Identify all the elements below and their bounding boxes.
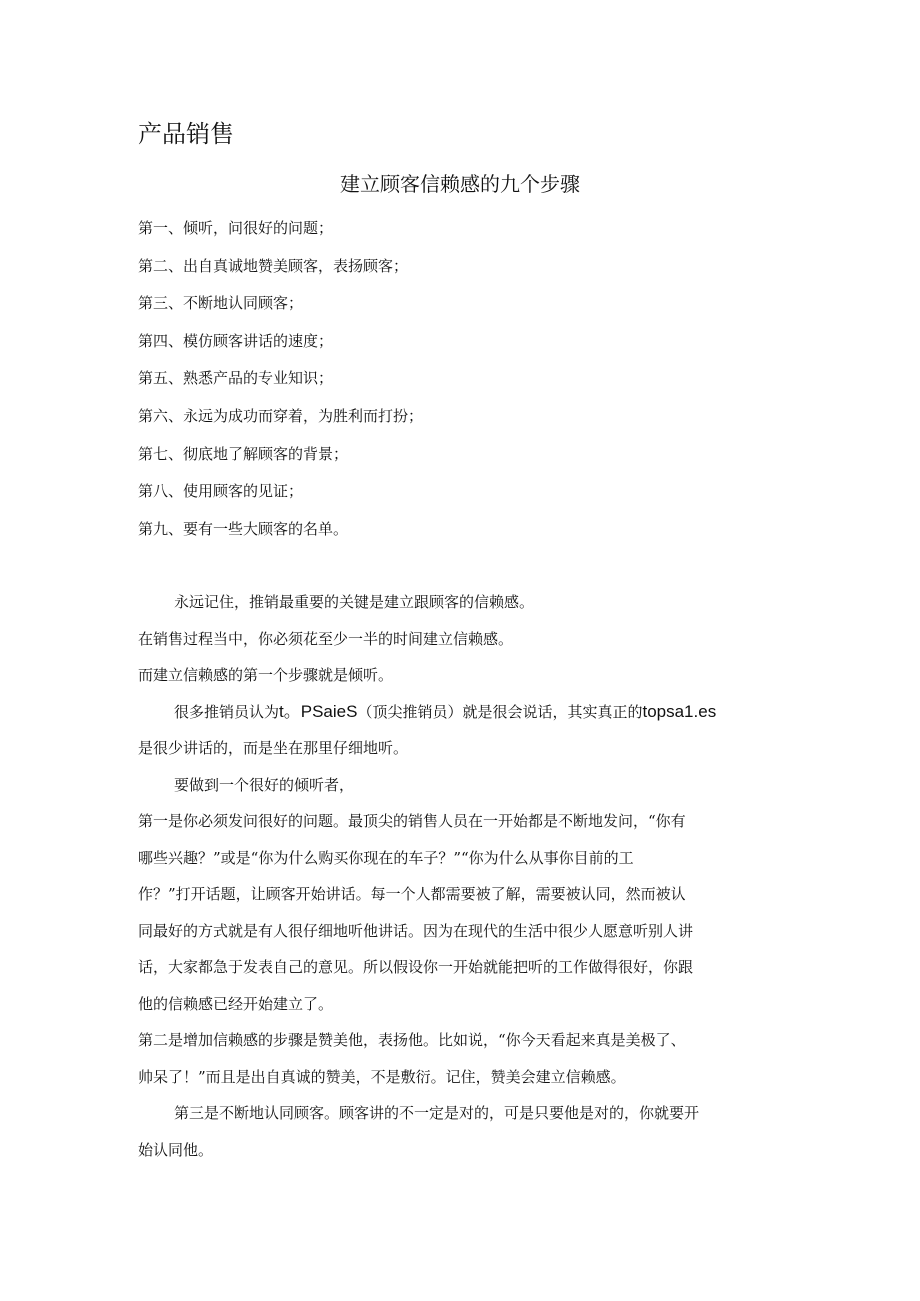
english-term: t。PSaieS — [279, 701, 358, 721]
step-item: 第九、要有一些大顾客的名单。 — [138, 519, 349, 538]
step-item: 第一、倾听，问很好的问题； — [138, 219, 334, 237]
paragraph-line — [138, 698, 788, 735]
paragraph-line: 第三是不断地认同顾客。顾客讲的不一定是对的，可是只要他是对的，你就要开 — [174, 1104, 700, 1122]
text-span: （顶尖推销员）就是很会说话，其实真正的 — [357, 702, 643, 721]
paragraph-line: 要做到一个很好的倾听者， — [174, 775, 355, 794]
paragraph-line: 帅呆了！”而且是出自真诚的赞美，不是敷衍。记住，赞美会建立信赖感。 — [138, 1067, 626, 1086]
body-text — [138, 588, 788, 1172]
step-item: 第六、永远为成功而穿着，为胜利而打扮； — [138, 406, 424, 425]
paragraph-line: 同最好的方式就是有人很仔细地听他讲话。因为在现代的生活中很少人愿意听别人讲 — [138, 921, 694, 940]
text-span: 很多推销员认为 — [174, 702, 280, 721]
step-item: 第三、不断地认同顾客； — [138, 294, 304, 313]
step-item: 第二、出自真诚地赞美顾客，表扬顾客； — [138, 256, 409, 275]
step-item: 第五、熟悉产品的专业知识； — [138, 369, 334, 388]
document-title: 产品销售 — [138, 120, 234, 148]
step-item: 第四、模仿顾客讲话的速度； — [138, 331, 334, 350]
step-item: 第七、彻底地了解顾客的背景； — [138, 444, 349, 463]
english-term: topsa1.es — [642, 701, 717, 721]
paragraph-line: 在销售过程当中，你必须花至少一半的时间建立信赖感。 — [138, 629, 514, 648]
paragraph-line: 而建立信赖感的第一个步骤就是倾听。 — [138, 666, 394, 684]
section-heading: 建立顾客信赖感的九个步骤 — [340, 172, 580, 196]
paragraph-line: 他的信赖感已经开始建立了。 — [138, 994, 334, 1013]
paragraph-line: 第一是你必须发问很好的问题。最顶尖的销售人员在一开始都是不断地发问，“你有 — [138, 812, 686, 830]
paragraph-line: 第二是增加信赖感的步骤是赞美他，表扬他。比如说，“你今天看起来真是美极了、 — [138, 1031, 686, 1049]
paragraph-line: 是很少讲话的，而是坐在那里仔细地听。 — [138, 739, 409, 757]
paragraph-line: 始认同他。 — [138, 1140, 214, 1159]
paragraph-line: 永远记住，推销最重要的关键是建立跟顾客的信赖感。 — [174, 593, 535, 611]
step-item: 第八、使用顾客的见证； — [138, 482, 304, 501]
paragraph-line: 话，大家都急于发表自己的意见。所以假设你一开始就能把听的工作做得很好，你跟 — [138, 958, 694, 976]
steps-list — [138, 214, 423, 552]
paragraph-line: 作？”打开话题，让顾客开始讲话。每一个人都需要被了解，需要被认同，然而被认 — [138, 885, 686, 903]
paragraph-line: 哪些兴趣？”或是“你为什么购买你现在的车子？”“你为什么从事你目前的工 — [138, 848, 634, 867]
